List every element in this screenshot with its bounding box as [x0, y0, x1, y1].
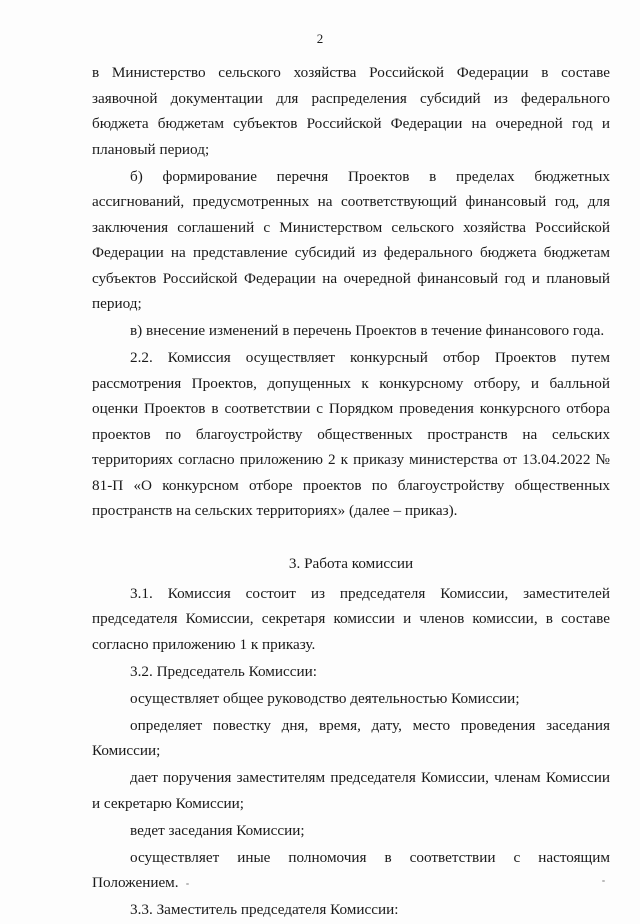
paragraph-chair-duty-3: дает поручения заместителям председателя Комиссии, членам Комиссии и секретарю Комиссии; — [92, 769, 610, 812]
paragraph-chair-duty-1: осуществляет общее руководство деятельностью Комиссии; — [130, 689, 520, 707]
paragraph-continuation: в Министерство сельского хозяйства Российской Федерации в составе заявочной документации для распределения субсидий из федерального бюджета бюджетам субъектов Российской Федерации на очередной год и плановый период; — [92, 64, 610, 158]
paragraph-3-2: 3.2. Председатель Комиссии: — [130, 662, 318, 680]
paragraph-chair-duty-2: определяет повестку дня, время, дату, место проведения заседания Комиссии; — [92, 716, 610, 759]
document-body — [92, 60, 610, 924]
paragraph-2-2: 2.2. Комиссия осуществляет конкурсный отбор Проектов путем рассмотрения Проектов, допущенных к конкурсному отбору, и балльной оценки Проектов в соответствии с Порядком проведения конкурсного отбора проектов по благоустройству общественных пространств на сельских территориях согласно приложению 2 к приказу министерства от 13.04.2022 № 81-П «О конкурсном отборе проектов по благоустройству общественных пространств на сельских территориях» (далее – приказ). — [92, 349, 610, 519]
paragraph-chair-duty-5: осуществляет иные полномочия в соответствии с настоящим Положением. — [92, 848, 610, 891]
section-heading-3: 3. Работа комиссии — [288, 555, 414, 572]
scan-speck — [186, 883, 189, 885]
paragraph-item-v: в) внесение изменений в перечень Проектов в течение финансового года. — [130, 322, 605, 339]
scan-speck — [602, 880, 605, 882]
paragraph-3-1: 3.1. Комиссия состоит из председателя Комиссии, заместителей председателя Комиссии, секретаря комиссии и членов комиссии, в составе согласно приложению 1 к приказу. — [92, 584, 610, 653]
paragraph-3-3: 3.3. Заместитель председателя Комиссии: — [130, 901, 399, 918]
paragraph-item-b: б) формирование перечня Проектов в пределах бюджетных ассигнований, предусмотренных на соответствующий финансовый год, для заключения соглашений с Министерством сельского хозяйства Российской Федерации на представление субсидий из федерального бюджета бюджетам субъектов Российской Федерации на очередной финансовый год и плановый период; — [92, 167, 610, 312]
page-number: 2 — [316, 31, 324, 46]
paragraph-chair-duty-4: ведет заседания Комиссии; — [130, 821, 305, 839]
